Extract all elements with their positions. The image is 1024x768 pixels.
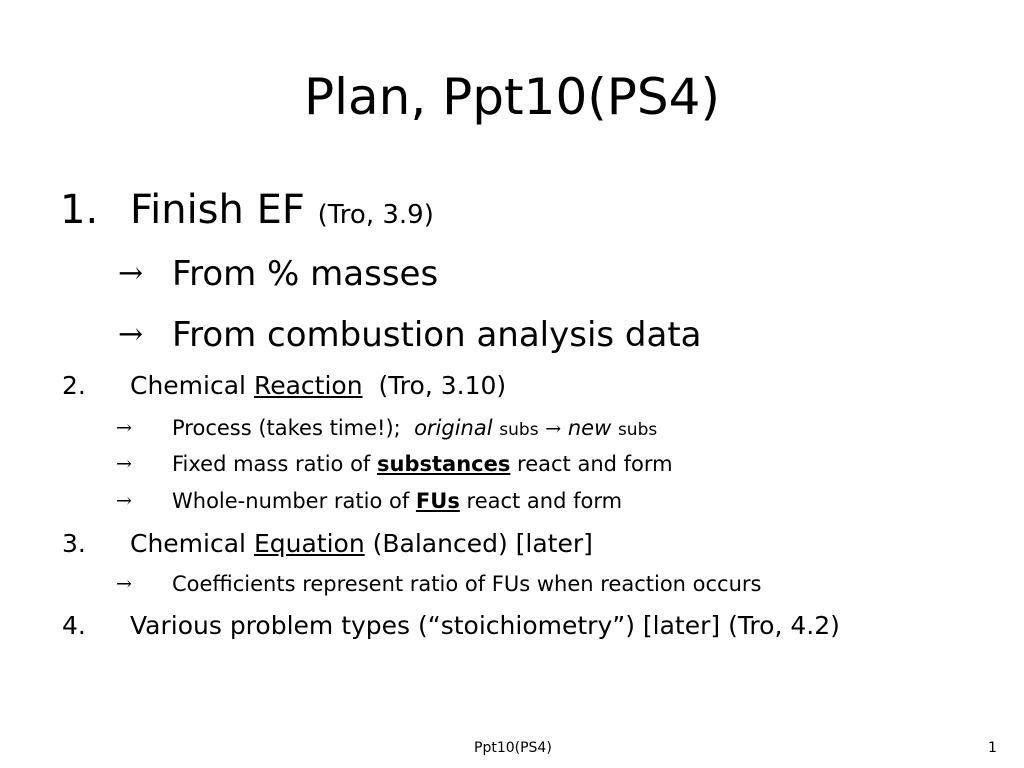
list-item-4-number: 4.: [62, 611, 86, 640]
page-number: 1: [988, 740, 997, 756]
list-item-2-text: Chemical: [130, 371, 246, 400]
arrow-icon: →: [116, 573, 132, 595]
list-item-1-text: Finish EF: [130, 187, 305, 233]
list-item-3-number: 3.: [62, 529, 86, 558]
list-item-3-post: (Balanced) [later]: [372, 529, 593, 558]
list-item-1-number: 1.: [60, 187, 99, 233]
arrow-icon: →: [116, 490, 132, 512]
list-item-2-sub-2-post: react and form: [517, 452, 673, 476]
list-item-2-sub-1-text: Process (takes time!);: [172, 416, 401, 440]
list-item-2-sub-2-bold: substances: [377, 452, 511, 476]
list-item-2-content: [130, 369, 506, 403]
list-item-1-content: [130, 185, 434, 240]
list-item-2-sub-3-text: Whole-number ratio of: [172, 489, 410, 513]
list-item-3-content: [130, 527, 593, 561]
arrow-icon: →: [545, 418, 562, 440]
list-item-2-sub-1-new: new: [567, 416, 612, 440]
list-item-1-sub-2-text: From combustion analysis data: [172, 315, 702, 355]
list-item-3-sub-1-text: Coefficients represent ratio of FUs when reaction occurs: [172, 572, 762, 596]
list-item-2-number: 2.: [62, 371, 86, 400]
list-item-1-ref: (Tro, 3.9): [317, 200, 434, 230]
list-item-3-text: Chemical: [130, 529, 246, 558]
list-item-2-sub-1-subs: subs: [499, 420, 539, 440]
arrow-icon: →: [118, 256, 144, 291]
slide-title: Plan, Ppt10(PS4): [304, 68, 720, 126]
list-item-2-sub-3-bold: FUs: [415, 489, 460, 513]
arrow-icon: →: [116, 417, 132, 439]
list-item-1-sub-1-text: From % masses: [172, 254, 439, 294]
list-item-2-underlined: Reaction: [253, 371, 363, 400]
footer-title: Ppt10(PS4): [474, 740, 552, 756]
list-item-2-sub-1-subs-2: subs: [617, 420, 658, 440]
list-item-2-sub-2-content: [172, 450, 673, 478]
list-item-3-underlined: Equation: [253, 529, 365, 558]
arrow-icon: →: [118, 317, 144, 352]
list-item-2-sub-2-text: Fixed mass ratio of: [172, 452, 371, 476]
list-item-2-ref: (Tro, 3.10): [378, 371, 507, 400]
list-item-2-sub-3-post: react and form: [466, 489, 623, 513]
list-item-4-text: Various problem types (“stoichiometry”) [later] (Tro, 4.2): [130, 611, 840, 640]
arrow-icon: →: [116, 453, 132, 475]
list-item-2-sub-1-original: original: [414, 416, 493, 440]
list-item-2-sub-1-content: [172, 414, 657, 444]
list-item-2-sub-3-content: [172, 487, 622, 515]
